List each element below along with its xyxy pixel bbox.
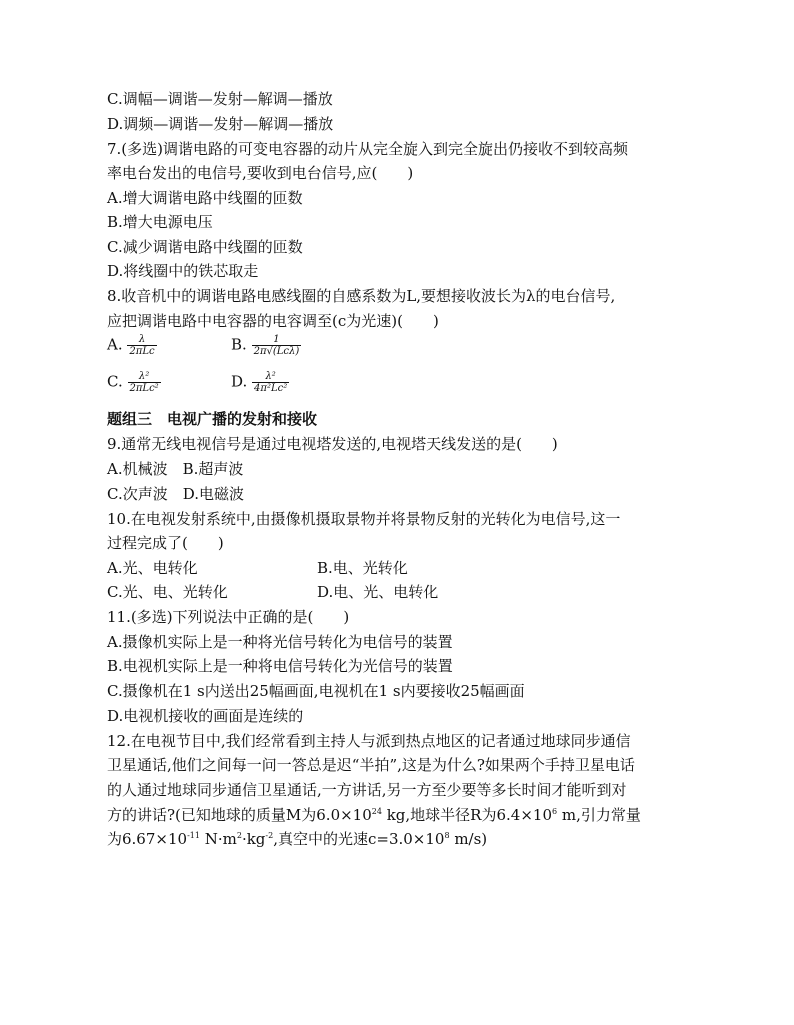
q8-stem-1: 8.收音机中的调谐电路电感线圈的自感系数为L,要想接收波长为λ的电台信号,: [107, 287, 616, 305]
q8-option-b-label: B.: [231, 335, 247, 354]
q12-stem-2: 卫星通话,他们之间每一问一答总是迟“半拍”,这是为什么?如果两个手持卫星电话: [107, 756, 635, 774]
q11-option-a: A.摄像机实际上是一种将光信号转化为电信号的装置: [107, 633, 453, 651]
q7-option-d: D.将线圈中的铁芯取走: [107, 262, 259, 280]
q12-l4-exp1: 24: [371, 807, 382, 816]
q7-option-c: C.减少调谐电路中线圈的匝数: [107, 238, 303, 256]
q8-option-b-denominator: 2π√(Lcλ): [253, 346, 300, 357]
q12-l5-exp1: -11: [187, 831, 200, 840]
q8-option-c-denominator: 2πLc²: [129, 383, 159, 394]
q12-l5-exp3: -2: [265, 831, 274, 840]
q8-option-c-numerator: λ²: [128, 371, 161, 383]
q7-option-b: B.增大电源电压: [107, 213, 213, 231]
q10-stem-2: 过程完成了( ): [107, 534, 224, 552]
q8-option-c-fraction: [128, 371, 161, 394]
q12-l5-pre: 为6.67×10: [107, 830, 188, 848]
q12-l5-exp4: 8: [444, 831, 450, 840]
q8-option-d-label: D.: [231, 372, 248, 391]
q10-option-d: D.电、光、电转化: [317, 583, 439, 601]
q8-option-c-label: C.: [107, 372, 123, 391]
q9-options-cd: C.次声波 D.电磁波: [107, 485, 244, 503]
q9-options-ab: A.机械波 B.超声波: [107, 460, 244, 478]
q6-option-c: C.调幅—调谐—发射—解调—播放: [107, 90, 333, 108]
q8-option-c: [107, 371, 161, 394]
q8-option-a-denominator: 2πLc: [129, 346, 155, 357]
q11-stem: 11.(多选)下列说法中正确的是( ): [107, 608, 350, 626]
q12-l4-pre: 方的讲话?(已知地球的质量M为6.0×10: [107, 806, 372, 824]
q8-option-a: [107, 334, 157, 357]
q8-option-b-numerator: 1: [252, 334, 302, 346]
q9-stem: 9.通常无线电视信号是通过电视塔发送的,电视塔天线发送的是( ): [107, 435, 558, 453]
q12-l5-exp2: 2: [236, 831, 242, 840]
q6-option-d: D.调频—调谐—发射—解调—播放: [107, 115, 334, 133]
q10-option-b: B.电、光转化: [317, 559, 408, 577]
q12-l4-exp2: 6: [552, 807, 558, 816]
q8-option-a-label: A.: [107, 335, 123, 354]
q12-stem-3: 的人通过地球同步通信卫星通话,一方讲话,另一方至少要等多长时间才能听到对: [107, 781, 627, 799]
q7-stem-1: 7.(多选)调谐电路的可变电容器的动片从完全旋入到完全旋出仍接收不到较高频: [107, 140, 629, 158]
q7-option-a: A.增大调谐电路中线圈的匝数: [107, 189, 303, 207]
q8-option-b-fraction: [252, 334, 302, 357]
q12-l4-post: m,引力常量: [557, 806, 641, 824]
q10-option-c: C.光、电、光转化: [107, 583, 228, 601]
q7-stem-2: 率电台发出的电信号,要收到电台信号,应( ): [107, 164, 414, 182]
q8-option-a-numerator: λ: [127, 334, 156, 346]
q11-option-b: B.电视机实际上是一种将电信号转化为光信号的装置: [107, 657, 453, 675]
q12-l5-mid1: N·m: [199, 830, 237, 848]
q12-stem-4: [107, 805, 641, 825]
q10-stem-1: 10.在电视发射系统中,由摄像机摄取景物并将景物反射的光转化为电信号,这一: [107, 510, 621, 528]
q8-option-a-fraction: [127, 334, 156, 357]
q11-option-d: D.电视机接收的画面是连续的: [107, 707, 304, 725]
q12-l5-mid2: ·kg: [241, 830, 266, 848]
q12-l5-post: m/s): [449, 830, 488, 848]
q8-option-d-fraction: [252, 371, 289, 394]
section-heading: 题组三 电视广播的发射和接收: [107, 410, 318, 428]
q8-stem-2: 应把调谐电路中电容器的电容调至(c为光速)( ): [107, 312, 439, 330]
q12-stem-1: 12.在电视节目中,我们经常看到主持人与派到热点地区的记者通过地球同步通信: [107, 732, 631, 750]
q8-option-d-numerator: λ²: [252, 371, 289, 383]
q12-stem-5: [107, 829, 487, 849]
q8-option-d: [231, 371, 289, 394]
q11-option-c: C.摄像机在1 s内送出25幅画面,电视机在1 s内要接收25幅画面: [107, 682, 525, 700]
q8-option-d-denominator: 4π²Lc²: [254, 383, 288, 394]
q10-option-a: A.光、电转化: [107, 559, 198, 577]
q8-option-b: [231, 334, 301, 357]
q12-l4-mid: kg,地球半径R为6.4×10: [381, 806, 552, 824]
q12-l5-mid3: ,真空中的光速c=3.0×10: [273, 830, 445, 848]
